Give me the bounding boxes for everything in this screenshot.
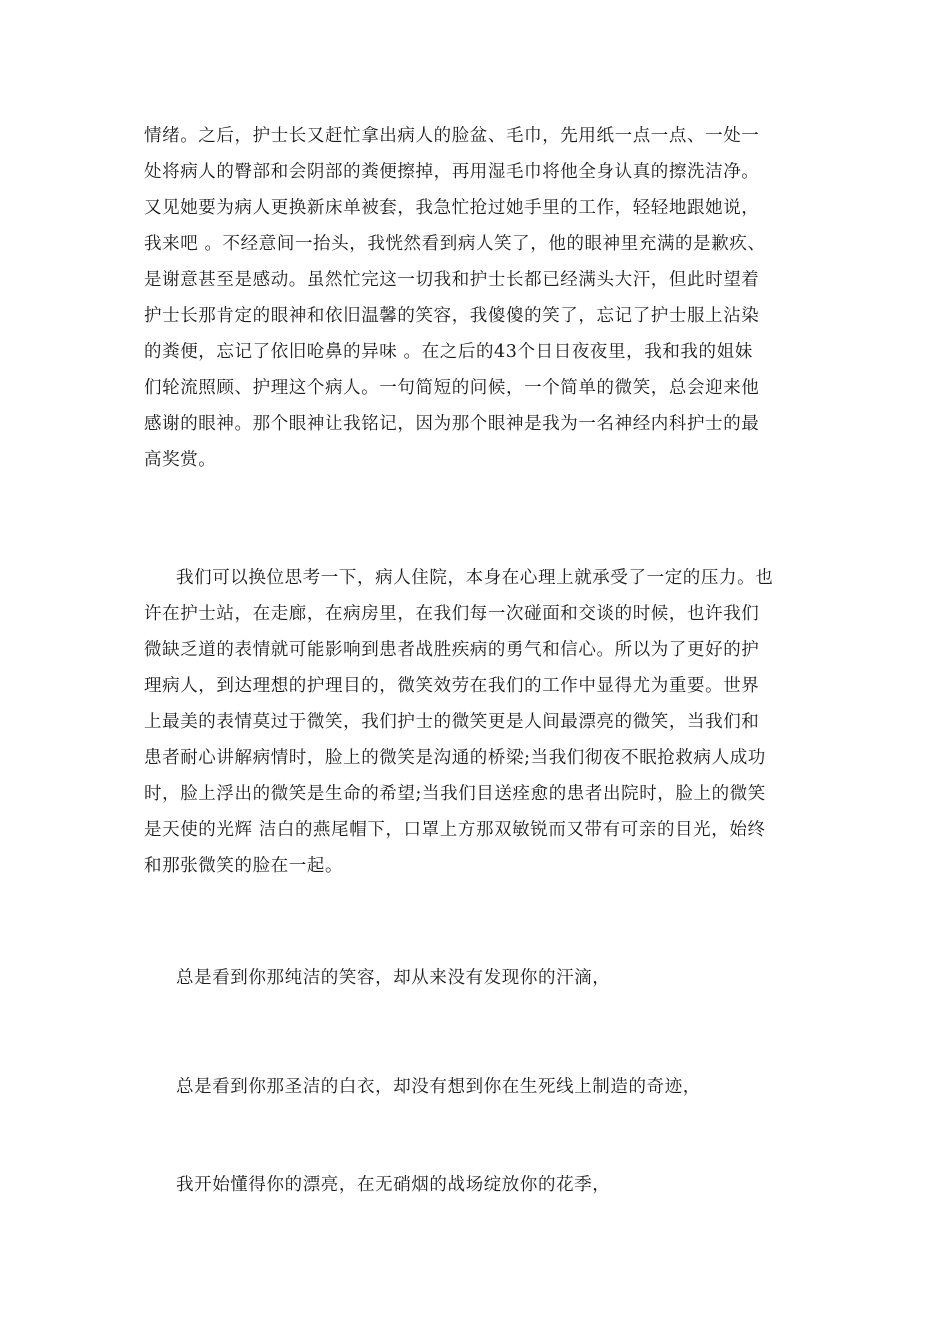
text-line: 情绪。之后，护士长又赶忙拿出病人的脸盆、毛巾，先用纸一点一点、一处一 bbox=[144, 126, 760, 146]
text-line: 高奖赏。 bbox=[144, 450, 217, 470]
text-line: 护士长那肯定的眼神和依旧温馨的笑容，我傻傻的笑了，忘记了护士服上沾染 bbox=[144, 306, 760, 326]
text-line: 许在护士站，在走廊，在病房里，在我们每一次碰面和交谈的时候，也许我们 bbox=[144, 604, 760, 624]
text-line: 我们可以换位思考一下，病人住院，本身在心理上就承受了一定的压力。也 bbox=[176, 568, 774, 588]
poem-line: 我开始懂得你的漂亮，在无硝烟的战场绽放你的花季， bbox=[176, 1175, 611, 1195]
text-line: 处将病人的臀部和会阴部的粪便擦掉，再用湿毛巾将他全身认真的擦洗洁净。 bbox=[144, 162, 760, 182]
text-line: 又见她要为病人更换新床单被套，我急忙抢过她手里的工作，轻轻地跟她说， bbox=[144, 198, 760, 218]
text-line: 上最美的表情莫过于微笑，我们护士的微笑更是人间最漂亮的微笑，当我们和 bbox=[144, 712, 760, 732]
text-line: 是天使的光辉 洁白的燕尾帽下，口罩上方那双敏锐而又带有可亲的目光，始终 bbox=[144, 820, 766, 840]
text-line: 的粪便，忘记了依旧呛鼻的异味 。在之后的43个日日夜夜里，我和我的姐妹 bbox=[144, 342, 753, 362]
text-line: 患者耐心讲解病情时，脸上的微笑是沟通的桥梁;当我们彻夜不眠抢救病人成功 bbox=[144, 748, 766, 768]
text-line: 理病人，到达理想的护理目的，微笑效劳在我们的工作中显得尤为重要。世界 bbox=[144, 676, 760, 696]
text-line: 和那张微笑的脸在一起。 bbox=[144, 856, 344, 876]
poem-line: 总是看到你那纯洁的笑容，却从来没有发现你的汗滴， bbox=[176, 968, 611, 988]
text-line: 感谢的眼神。那个眼神让我铭记，因为那个眼神是我为一名神经内科护士的最 bbox=[144, 414, 760, 434]
text-line: 时，脸上浮出的微笑是生命的希望;当我们目送痊愈的患者出院时，脸上的微笑 bbox=[144, 784, 766, 804]
text-line: 是谢意甚至是感动。虽然忙完这一切我和护士长都已经满头大汗，但此时望着 bbox=[144, 270, 760, 290]
text-line: 微缺乏道的表情就可能影响到患者战胜疾病的勇气和信心。所以为了更好的护 bbox=[144, 640, 760, 660]
text-line: 们轮流照顾、护理这个病人。一句简短的问候，一个简单的微笑，总会迎来他 bbox=[144, 378, 760, 398]
text-line: 我来吧 。不经意间一抬头，我恍然看到病人笑了，他的眼神里充满的是歉疚、 bbox=[144, 234, 766, 254]
poem-line: 总是看到你那圣洁的白衣，却没有想到你在生死线上制造的奇迹， bbox=[176, 1077, 701, 1097]
